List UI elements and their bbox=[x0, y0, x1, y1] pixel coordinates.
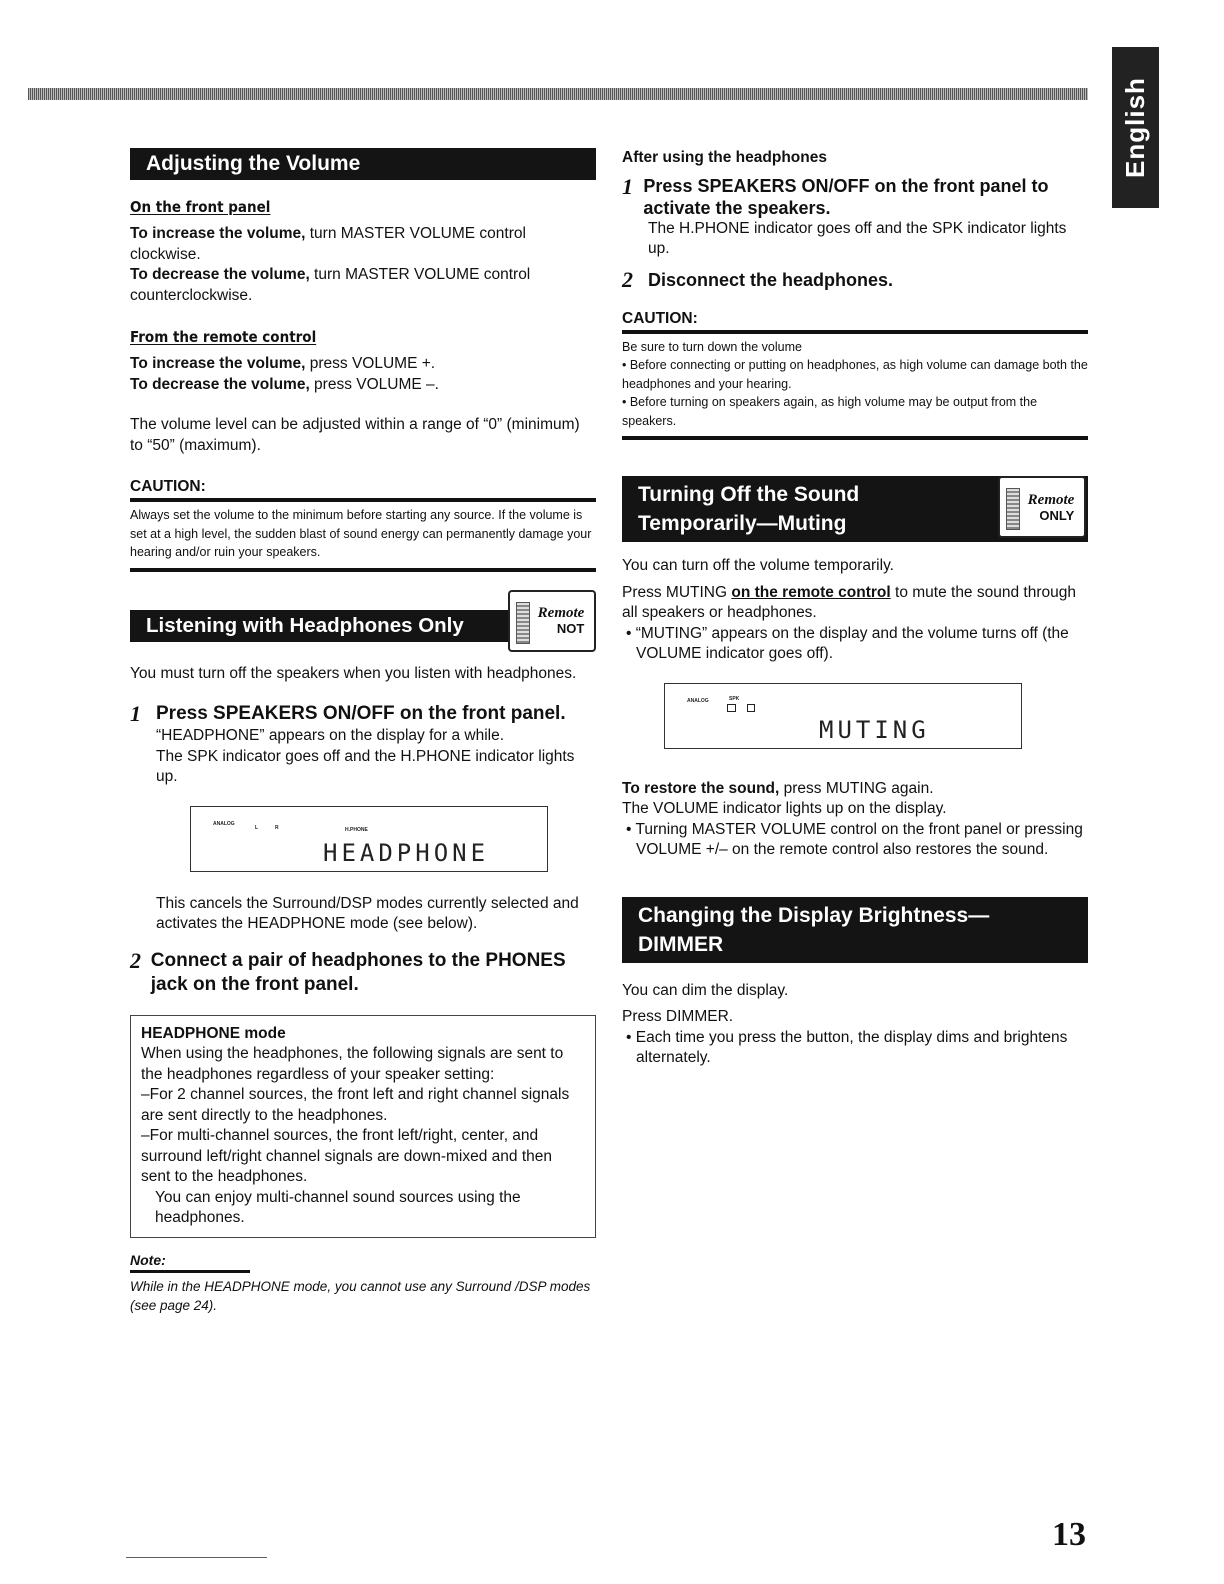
dimmer-text3: • Each time you press the button, the display dims and brightens alternately. bbox=[626, 1028, 1068, 1066]
note-title: Note: bbox=[130, 1252, 250, 1273]
front-increase: To increase the volume, turn MASTER VOLUME control clockwise. bbox=[130, 225, 526, 263]
remote-increase: To increase the volume, press VOLUME +. bbox=[130, 355, 436, 372]
step-body-line: The H.PHONE indicator goes off and the SPK indicator lights up. bbox=[648, 219, 1067, 257]
indicator-r: R bbox=[275, 824, 279, 831]
front-panel-heading: On the front panel bbox=[130, 198, 271, 216]
page-number: 13 bbox=[1052, 1516, 1086, 1553]
headphones-title-row bbox=[130, 605, 596, 644]
remote-control-icon bbox=[516, 602, 530, 644]
mode-item: –For 2 channel sources, the front left and right channel signals are sent directly to the headphones. bbox=[141, 1086, 570, 1124]
step-body-line: The SPK indicator goes off and the H.PHONE indicator lights up. bbox=[156, 747, 575, 785]
headphones-step1-body bbox=[130, 726, 596, 788]
badge-line2: NOT bbox=[556, 621, 585, 636]
indicator-spk: SPK bbox=[729, 695, 740, 702]
display-text: MUTING bbox=[819, 715, 930, 744]
dimmer-text2: Press DIMMER. bbox=[622, 1008, 734, 1025]
headphone-mode-box bbox=[130, 1015, 596, 1238]
step-title: Press SPEAKERS ON/OFF on the front panel to activate the speakers. bbox=[643, 175, 1049, 218]
left-column bbox=[130, 148, 596, 1315]
step-body-line: “HEADPHONE” appears on the display for a while. bbox=[156, 727, 505, 744]
language-tab-label: English bbox=[1120, 77, 1150, 178]
caution-line: • Before turning on speakers again, as high volume may be output from the speakers. bbox=[622, 395, 1038, 428]
section-title-volume: Adjusting the Volume bbox=[130, 148, 596, 180]
muting-title-row bbox=[622, 476, 1088, 538]
step-number: 1 bbox=[622, 173, 633, 199]
muting-text3: • “MUTING” appears on the display and the volume turns off (the VOLUME indicator goes off). bbox=[626, 624, 1069, 662]
title-line: Turning Off the Sound bbox=[638, 483, 860, 506]
section-title-headphones: Listening with Headphones Only bbox=[130, 610, 510, 642]
after-step1 bbox=[622, 175, 1088, 219]
title-line: Changing the Display Brightness— bbox=[638, 903, 990, 927]
remote-only-badge bbox=[998, 476, 1086, 538]
step-title: Press SPEAKERS ON/OFF on the front panel. bbox=[156, 703, 566, 724]
volume-caution bbox=[130, 478, 596, 572]
step-number: 1 bbox=[130, 701, 141, 726]
mode-item: You can enjoy multi-channel sound sources using the headphones. bbox=[155, 1188, 521, 1226]
muting-display bbox=[664, 683, 1022, 749]
note-text: While in the HEADPHONE mode, you cannot use any Surround /DSP modes (see page 24). bbox=[130, 1278, 591, 1313]
restore-text: To restore the sound, press MUTING again. bbox=[622, 779, 934, 797]
indicator-hphone: H.PHONE bbox=[345, 826, 368, 833]
headphones-intro: You must turn off the speakers when you listen with headphones. bbox=[130, 664, 577, 682]
headphones-step1 bbox=[130, 702, 596, 726]
step-number: 2 bbox=[130, 947, 141, 973]
caution-title: CAUTION: bbox=[622, 310, 1088, 334]
mode-title: HEADPHONE mode bbox=[141, 1024, 286, 1042]
badge-line2: ONLY bbox=[1039, 507, 1075, 523]
muting-text1: You can turn off the volume temporarily. bbox=[622, 557, 894, 574]
restore-line3: • Turning MASTER VOLUME control on the front panel or pressing VOLUME +/– on the remote control also restores the sound. bbox=[626, 820, 1083, 858]
muting-text2: Press MUTING on the remote control to mute the sound through all speakers or headphones. bbox=[622, 583, 1076, 621]
step-title: Disconnect the headphones. bbox=[648, 269, 894, 290]
caution-title: CAUTION: bbox=[130, 478, 596, 502]
speaker-icon bbox=[727, 704, 736, 712]
speaker-icon bbox=[747, 704, 755, 712]
after-step1-body bbox=[622, 219, 1088, 260]
caution-line: • Before connecting or putting on headphones, as high volume can damage both the headphones and your hearing. bbox=[622, 358, 1088, 391]
caution-line: Be sure to turn down the volume bbox=[622, 339, 802, 354]
caution-text: Always set the volume to the minimum before starting any source. If the volume is set at a high level, the sudden blast of sound energy can permanently damage your hearing and/or ruin your speakers. bbox=[130, 508, 592, 559]
remote-control-icon bbox=[1006, 488, 1020, 530]
title-line: DIMMER bbox=[638, 932, 724, 956]
mode-item: –For multi-channel sources, the front left/right, center, and surround left/right channel signals are down-mixed and then sent to the headphones. bbox=[141, 1127, 552, 1185]
headphones-step2 bbox=[130, 949, 596, 997]
remote-decrease: To decrease the volume, press VOLUME –. bbox=[130, 375, 439, 393]
dimmer-text1: You can dim the display. bbox=[622, 981, 789, 999]
after-headphones-heading: After using the headphones bbox=[622, 149, 827, 166]
badge-line1: Remote bbox=[1027, 491, 1075, 508]
indicator-analog: ANALOG bbox=[213, 820, 235, 827]
title-line: Temporarily—Muting bbox=[638, 512, 847, 535]
footer-line bbox=[126, 1557, 267, 1558]
indicator-l: L bbox=[255, 824, 259, 831]
note bbox=[130, 1252, 596, 1315]
right-column bbox=[622, 148, 1088, 1069]
volume-range: The volume level can be adjusted within a range of “0” (minimum) to “50” (maximum). bbox=[130, 416, 580, 454]
display-text: HEADPHONE bbox=[323, 838, 490, 867]
remote-heading: From the remote control bbox=[130, 328, 317, 346]
language-tab bbox=[1112, 47, 1159, 208]
front-decrease: To decrease the volume, turn MASTER VOLUME control counterclockwise. bbox=[130, 266, 531, 304]
remote-not-badge bbox=[508, 590, 596, 652]
restore-line2: The VOLUME indicator lights up on the display. bbox=[622, 800, 947, 817]
after-step2 bbox=[622, 268, 1088, 292]
headphones-caution bbox=[622, 310, 1088, 441]
step-number: 2 bbox=[622, 266, 633, 292]
mode-intro: When using the headphones, the following signals are sent to the headphones regardless of your speaker setting: bbox=[141, 1045, 564, 1083]
indicator-analog: ANALOG bbox=[687, 697, 709, 704]
headphone-display bbox=[190, 806, 548, 872]
remote-control-link: on the remote control bbox=[731, 583, 891, 601]
after-display-text: This cancels the Surround/DSP modes currently selected and activates the HEADPHONE mode (see below). bbox=[156, 894, 579, 932]
section-title-dimmer bbox=[622, 897, 1088, 963]
step-title: Connect a pair of headphones to the PHONES jack on the front panel. bbox=[150, 949, 566, 995]
badge-line1: Remote bbox=[537, 605, 585, 621]
top-pattern-bar bbox=[28, 88, 1088, 100]
